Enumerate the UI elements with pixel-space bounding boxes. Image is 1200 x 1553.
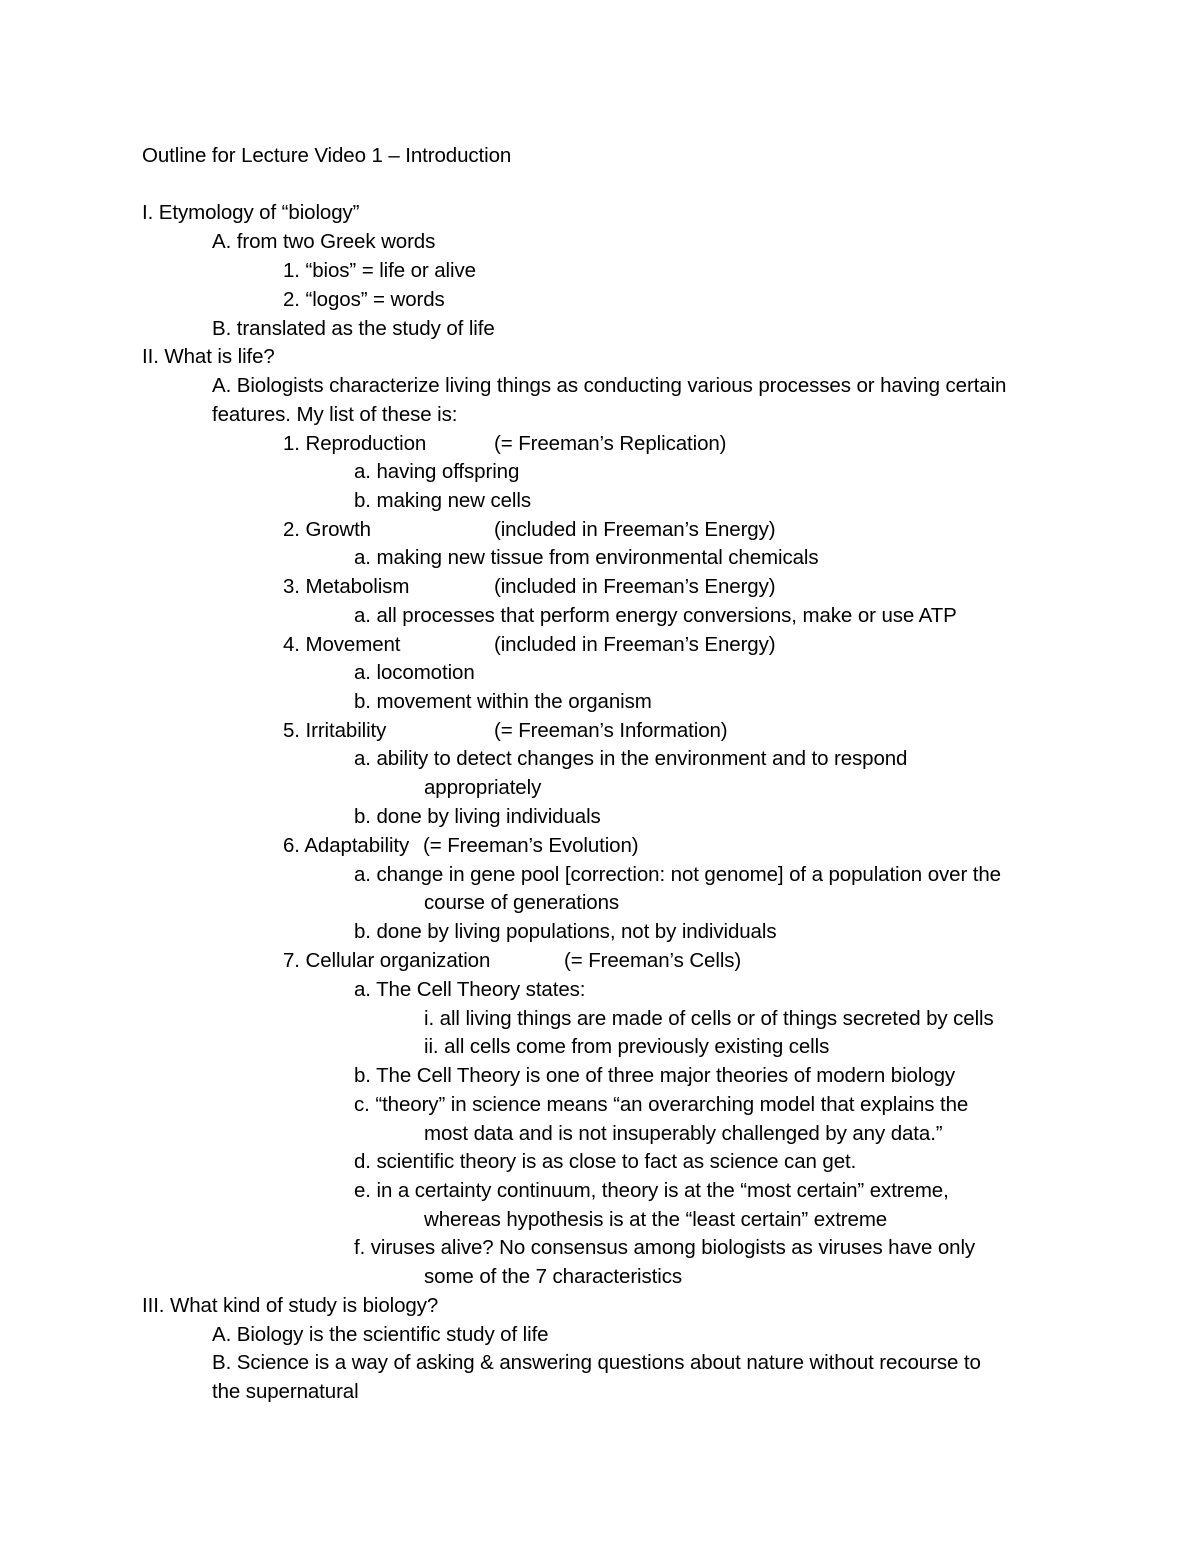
outline-item: whereas hypothesis is at the “least certain” extreme [424, 1208, 888, 1231]
outline-item: f. viruses alive? No consensus among biologists as viruses have only [354, 1236, 976, 1259]
characteristic-label: 6. Adaptability [283, 834, 410, 857]
characteristic-label: 4. Movement [283, 633, 401, 656]
document-title: Outline for Lecture Video 1 – Introduction [142, 144, 512, 167]
outline-item: b. The Cell Theory is one of three major theories of modern biology [354, 1064, 956, 1087]
outline-item: a. locomotion [354, 661, 475, 684]
characteristic-note: (= Freeman’s Evolution) [423, 834, 639, 857]
outline-item: c. “theory” in science means “an overarching model that explains the [354, 1093, 969, 1116]
characteristic-note: (included in Freeman’s Energy) [494, 575, 776, 598]
outline-item: some of the 7 characteristics [424, 1265, 683, 1288]
characteristic-label: 1. Reproduction [283, 432, 427, 455]
outline-item: A. from two Greek words [212, 230, 436, 253]
outline-item: appropriately [424, 776, 542, 799]
characteristic-note: (included in Freeman’s Energy) [494, 633, 776, 656]
outline-item: d. scientific theory is as close to fact as science can get. [354, 1150, 857, 1173]
outline-item: course of generations [424, 891, 620, 914]
outline-item: a. all processes that perform energy conversions, make or use ATP [354, 604, 957, 627]
outline-item: ii. all cells come from previously existing cells [424, 1035, 830, 1058]
outline-item: 2. “logos” = words [283, 288, 445, 311]
outline-item: i. all living things are made of cells or of things secreted by cells [424, 1007, 994, 1030]
outline-item: the supernatural [212, 1380, 359, 1403]
characteristic-label: 3. Metabolism [283, 575, 410, 598]
outline-item: b. done by living populations, not by individuals [354, 920, 777, 943]
outline-item: most data and is not insuperably challenged by any data.” [424, 1122, 943, 1145]
outline-item: a. making new tissue from environmental chemicals [354, 546, 819, 569]
characteristic-note: (included in Freeman’s Energy) [494, 518, 776, 541]
section-1-heading: I. Etymology of “biology” [142, 201, 360, 224]
outline-item: b. movement within the organism [354, 690, 652, 713]
characteristic-label: 5. Irritability [283, 719, 387, 742]
characteristic-label: 2. Growth [283, 518, 371, 541]
outline-item: b. making new cells [354, 489, 531, 512]
outline-item: features. My list of these is: [212, 403, 458, 426]
section-2-heading: II. What is life? [142, 345, 275, 368]
outline-item: A. Biology is the scientific study of life [212, 1323, 549, 1346]
outline-item: a. having offspring [354, 460, 520, 483]
characteristic-note: (= Freeman’s Cells) [564, 949, 742, 972]
outline-item: B. translated as the study of life [212, 317, 495, 340]
outline-item: B. Science is a way of asking & answering questions about nature without recourse to [212, 1351, 981, 1374]
characteristic-label: 7. Cellular organization [283, 949, 491, 972]
outline-item: b. done by living individuals [354, 805, 601, 828]
outline-item: 1. “bios” = life or alive [283, 259, 476, 282]
outline-item: e. in a certainty continuum, theory is at the “most certain” extreme, [354, 1179, 949, 1202]
characteristic-note: (= Freeman’s Information) [494, 719, 728, 742]
outline-item: a. ability to detect changes in the environment and to respond [354, 747, 908, 770]
outline-item: a. change in gene pool [correction: not genome] of a population over the [354, 863, 1001, 886]
outline-item: A. Biologists characterize living things as conducting various processes or having certain [212, 374, 1007, 397]
characteristic-note: (= Freeman’s Replication) [494, 432, 727, 455]
outline-item: a. The Cell Theory states: [354, 978, 586, 1001]
section-3-heading: III. What kind of study is biology? [142, 1294, 439, 1317]
